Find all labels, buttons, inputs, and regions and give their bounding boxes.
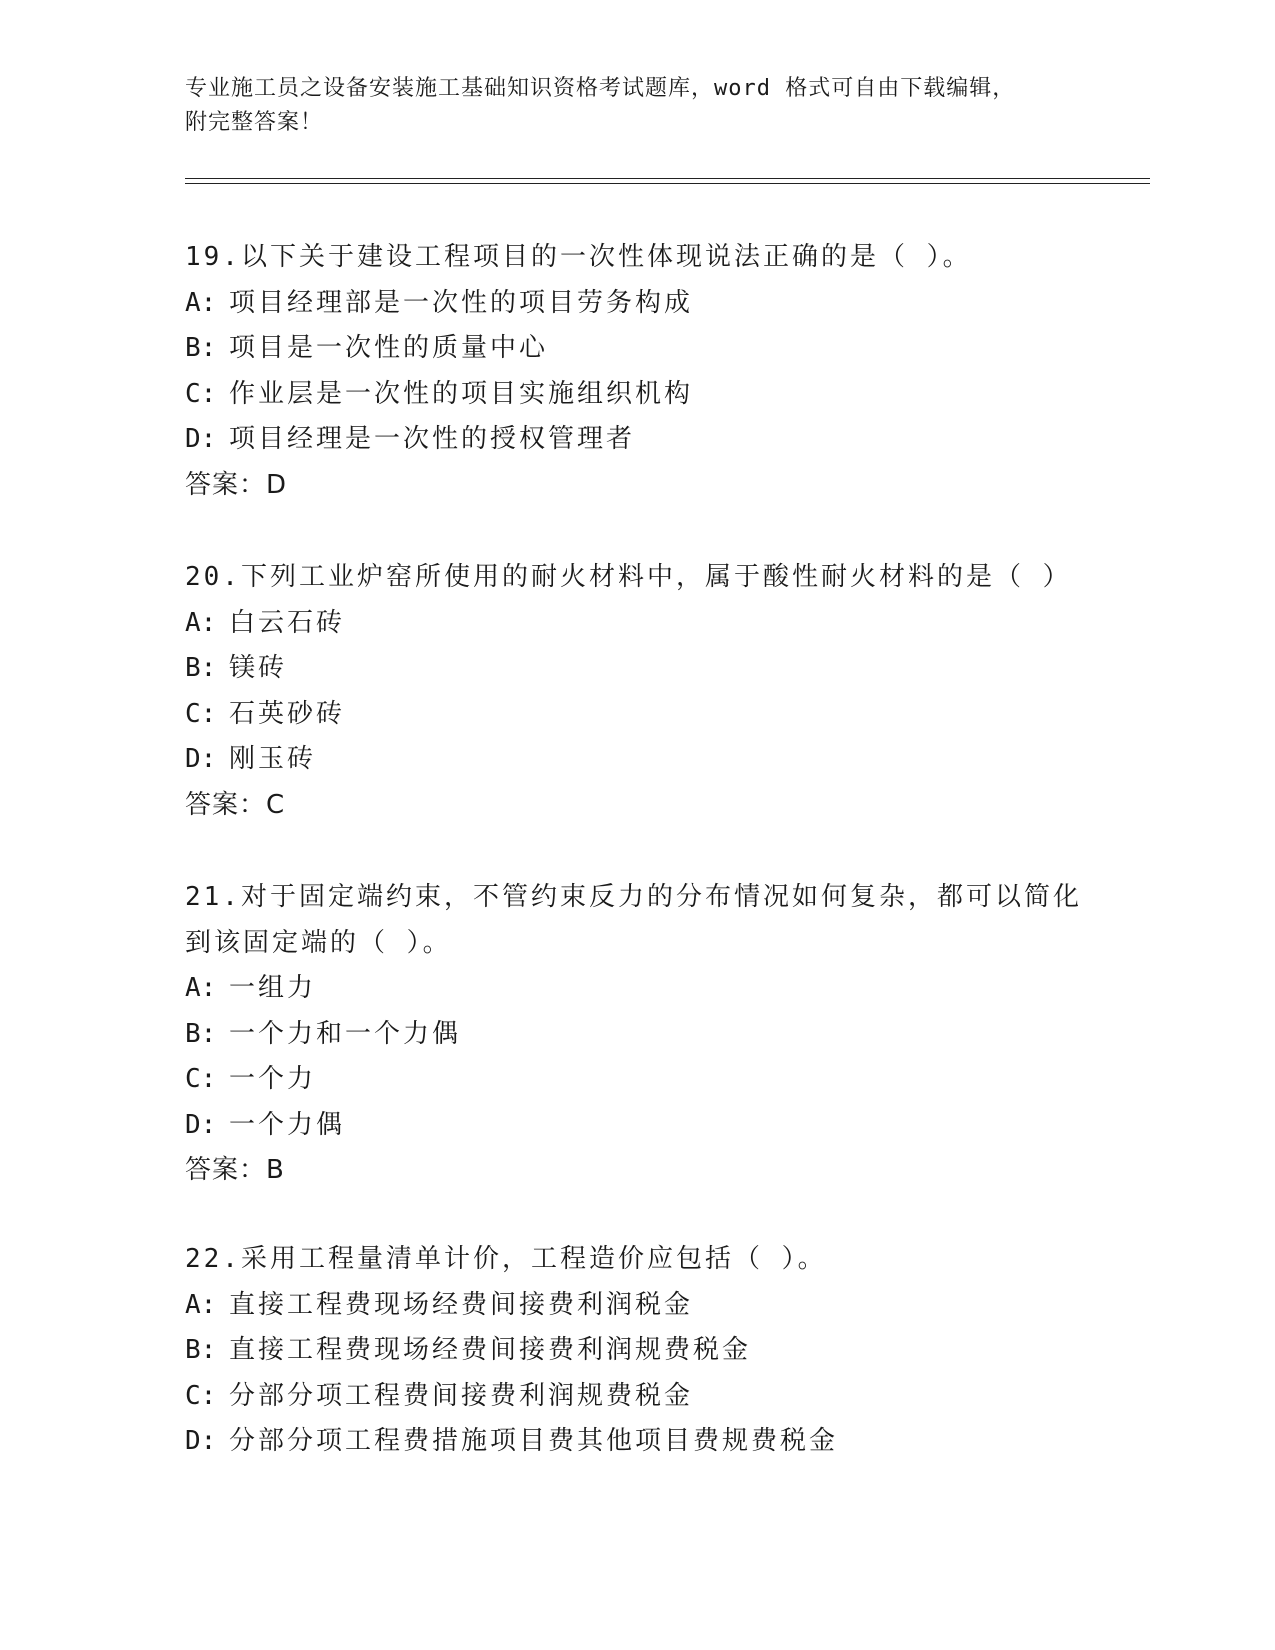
option-text: 白云石砖 xyxy=(229,607,346,638)
option-text: 一个力和一个力偶 xyxy=(229,1018,462,1049)
header-divider-bottom xyxy=(185,183,1150,184)
question-stem: 19.以下关于建设工程项目的一次性体现说法正确的是（ ）。 xyxy=(185,242,972,272)
question-20 xyxy=(185,555,1085,828)
intro-line-2: 附完整答案！ xyxy=(185,110,324,135)
option-key: A: xyxy=(185,287,217,318)
answer: 答案：D xyxy=(185,469,288,500)
option-key: A: xyxy=(185,973,217,1003)
option-text: 分部分项工程费措施项目费其他项目费规费税金 xyxy=(229,1426,839,1456)
option-key: B: xyxy=(185,1335,217,1365)
option-key: B: xyxy=(185,1018,217,1049)
option-c xyxy=(185,1057,1085,1103)
option-key: C: xyxy=(185,378,217,409)
option-text: 项目经理是一次性的授权管理者 xyxy=(229,424,636,454)
option-text: 作业层是一次性的项目实施组织机构 xyxy=(229,378,694,409)
option-a xyxy=(185,1283,1085,1329)
option-text: 直接工程费现场经费间接费利润规费税金 xyxy=(229,1335,752,1365)
answer: 答案：B xyxy=(185,1155,285,1185)
option-a xyxy=(185,281,1085,327)
option-key: C: xyxy=(185,1064,217,1094)
option-key: C: xyxy=(185,698,217,729)
option-d xyxy=(185,417,1085,463)
option-key: B: xyxy=(185,653,217,683)
document-header xyxy=(185,72,1085,140)
option-text: 项目经理部是一次性的项目劳务构成 xyxy=(229,287,694,318)
option-b xyxy=(185,646,1085,692)
answer: 答案：C xyxy=(185,789,286,820)
option-key: D: xyxy=(185,424,217,454)
option-key: D: xyxy=(185,1109,217,1140)
question-stem: 22.采用工程量清单计价，工程造价应包括（ ）。 xyxy=(185,1244,827,1274)
option-d xyxy=(185,1103,1085,1149)
option-text: 项目是一次性的质量中心 xyxy=(229,333,549,363)
question-21 xyxy=(185,875,1085,1194)
question-stem: 21.对于固定端约束，不管约束反力的分布情况如何复杂，都可以简化到该固定端的（ ）。 xyxy=(185,882,1082,958)
option-d xyxy=(185,737,1085,783)
option-a xyxy=(185,601,1085,647)
option-text: 分部分项工程费间接费利润规费税金 xyxy=(229,1380,694,1411)
header-divider-top xyxy=(185,178,1150,179)
question-stem: 20.下列工业炉窑所使用的耐火材料中，属于酸性耐火材料的是（ ） xyxy=(185,562,1072,592)
option-c xyxy=(185,692,1085,738)
question-19 xyxy=(185,235,1085,508)
option-text: 镁砖 xyxy=(229,653,288,683)
intro-line-1: 专业施工员之设备安装施工基础知识资格考试题库，word 格式可自由下载编辑， xyxy=(185,76,1016,101)
option-text: 直接工程费现场经费间接费利润税金 xyxy=(229,1289,694,1320)
option-a xyxy=(185,966,1085,1012)
option-text: 一个力 xyxy=(229,1064,317,1094)
option-text: 石英砂砖 xyxy=(229,698,346,729)
option-c xyxy=(185,1374,1085,1420)
question-22 xyxy=(185,1237,1085,1465)
option-b xyxy=(185,1012,1085,1058)
option-key: D: xyxy=(185,744,217,774)
option-d xyxy=(185,1419,1085,1465)
option-text: 一个力偶 xyxy=(229,1109,346,1140)
option-text: 刚玉砖 xyxy=(229,744,317,774)
option-key: B: xyxy=(185,333,217,363)
option-key: C: xyxy=(185,1380,217,1411)
option-c xyxy=(185,372,1085,418)
option-key: A: xyxy=(185,1289,217,1320)
option-b xyxy=(185,1328,1085,1374)
option-text: 一组力 xyxy=(229,973,317,1003)
option-key: A: xyxy=(185,607,217,638)
option-b xyxy=(185,326,1085,372)
option-key: D: xyxy=(185,1426,217,1456)
